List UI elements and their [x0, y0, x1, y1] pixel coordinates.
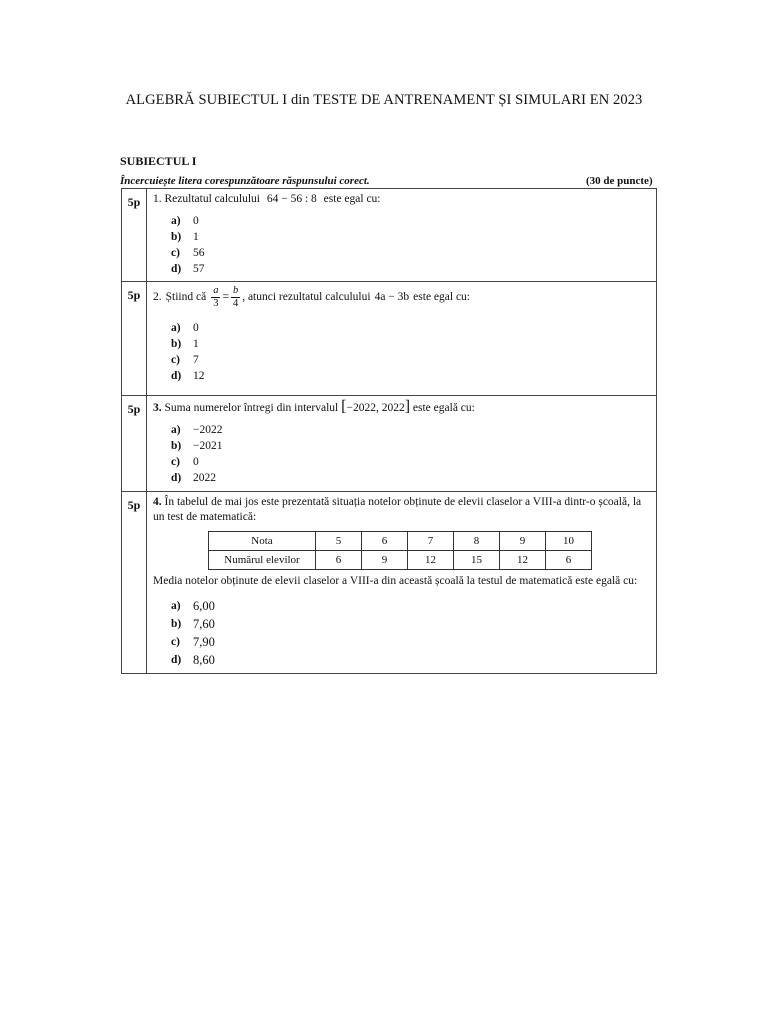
- question-number: 2.: [153, 291, 162, 303]
- fraction-denominator: 3: [213, 298, 219, 309]
- question-number: 1.: [153, 193, 162, 205]
- grades-cell: 9: [500, 532, 546, 551]
- question-points: 5p: [122, 282, 147, 396]
- option-c[interactable]: [171, 633, 651, 651]
- fraction-b-over-4: [231, 285, 240, 310]
- question-text-before: Știind că: [165, 291, 207, 303]
- option-label: c): [171, 456, 180, 468]
- option-value: 7,90: [193, 634, 215, 649]
- options-list: [171, 320, 651, 384]
- question-text: [153, 495, 651, 525]
- interval-value: −2022, 2022: [346, 402, 405, 414]
- option-value: 7: [193, 354, 199, 366]
- question-points: 5p: [122, 396, 147, 492]
- question-text-middle: , atunci rezultatul calculului: [242, 291, 371, 303]
- grades-cell: 7: [408, 532, 454, 551]
- question-text-before: Suma numerelor întregi din intervalul: [164, 402, 339, 414]
- option-a[interactable]: [171, 320, 651, 336]
- total-points: (30 de puncte): [586, 175, 653, 187]
- question-body: [147, 282, 657, 396]
- question-points: 5p: [122, 492, 147, 674]
- question-text-before: Rezultatul calculului: [164, 193, 260, 205]
- left-bracket: [: [341, 398, 347, 415]
- instruction-text: Încercuiește litera corespunzătoare răspunsului corect.: [120, 175, 370, 187]
- option-label: c): [171, 354, 180, 366]
- questions-table: [121, 188, 657, 674]
- option-d[interactable]: [171, 368, 651, 384]
- option-label: b): [171, 440, 182, 452]
- option-label: a): [171, 322, 181, 334]
- question-text-after: este egală cu:: [412, 402, 475, 414]
- option-value: 8,60: [193, 652, 215, 667]
- option-c[interactable]: [171, 454, 651, 470]
- grades-cell: 6: [316, 551, 362, 570]
- option-label: b): [171, 338, 182, 350]
- grades-cell: 9: [362, 551, 408, 570]
- option-b[interactable]: [171, 336, 651, 352]
- option-value: 7,60: [193, 616, 215, 631]
- question-text: [153, 399, 651, 416]
- option-label: c): [171, 247, 180, 259]
- option-d[interactable]: [171, 651, 651, 669]
- fraction-numerator: a: [213, 285, 219, 296]
- option-b[interactable]: [171, 615, 651, 633]
- grades-cell: 10: [546, 532, 592, 551]
- question-text-main: În tabelul de mai jos este prezentată situația notelor obținute de elevii claselor a VIII-a dintr-o școală, la un test de matematică:: [153, 496, 642, 523]
- option-d[interactable]: [171, 470, 651, 486]
- question-number: 4.: [153, 496, 162, 508]
- option-label: d): [171, 263, 182, 275]
- grades-row-students: [209, 551, 592, 570]
- option-a[interactable]: [171, 597, 651, 615]
- option-value: −2021: [193, 440, 223, 452]
- option-d[interactable]: [171, 261, 651, 277]
- grades-cell: 6: [362, 532, 408, 551]
- subject-heading: SUBIECTUL I: [120, 154, 197, 168]
- option-value: 12: [193, 370, 205, 382]
- question-text-after: este egal cu:: [413, 291, 471, 303]
- options-list: [171, 213, 651, 277]
- question-number: 3.: [153, 402, 162, 414]
- option-label: c): [171, 636, 180, 648]
- equals-sign: =: [222, 291, 229, 303]
- option-value: 1: [193, 231, 199, 243]
- option-a[interactable]: [171, 213, 651, 229]
- math-expression: 64 − 56 : 8: [266, 193, 317, 205]
- question-row-1: [122, 189, 657, 282]
- option-b[interactable]: [171, 438, 651, 454]
- question-body: [147, 492, 657, 674]
- grades-table: [208, 531, 592, 570]
- document-title: ALGEBRĂ SUBIECTUL I din TESTE DE ANTRENAMENT ȘI SIMULARI EN 2023: [125, 92, 643, 108]
- option-label: a): [171, 600, 181, 612]
- question-text: [153, 285, 651, 310]
- option-label: a): [171, 424, 181, 436]
- grades-cell: 12: [500, 551, 546, 570]
- question-body: [147, 189, 657, 282]
- options-list: [171, 422, 651, 486]
- right-bracket: ]: [404, 398, 411, 415]
- option-value: 56: [193, 247, 205, 259]
- option-label: d): [171, 370, 182, 382]
- grades-cell: 5: [316, 532, 362, 551]
- fraction-denominator: 4: [232, 298, 239, 309]
- option-value: 0: [193, 456, 199, 468]
- option-value: 57: [193, 263, 205, 275]
- option-value: 2022: [193, 472, 216, 484]
- option-value: −2022: [193, 424, 223, 436]
- options-list: [171, 597, 651, 669]
- question-row-2: [122, 282, 657, 396]
- math-expression: 4a − 3b: [374, 291, 410, 303]
- option-c[interactable]: [171, 352, 651, 368]
- grades-cell: 15: [454, 551, 500, 570]
- option-label: d): [171, 654, 182, 666]
- grades-cell: 8: [454, 532, 500, 551]
- option-label: b): [171, 231, 182, 243]
- fraction-numerator: b: [232, 285, 239, 296]
- question-text-secondary: Media notelor obținute de elevii claselor a VIII-a din această școală la testul de matematică este egală cu:: [153, 575, 638, 587]
- option-value: 6,00: [193, 598, 215, 613]
- option-label: d): [171, 472, 182, 484]
- option-value: 0: [193, 215, 199, 227]
- grades-row-nota: [209, 532, 592, 551]
- question-text-after: este egal cu:: [323, 193, 381, 205]
- option-c[interactable]: [171, 245, 651, 261]
- question-row-3: [122, 396, 657, 492]
- grades-row-header: Nota: [209, 532, 316, 551]
- question-points: 5p: [122, 189, 147, 282]
- question-body: [147, 396, 657, 492]
- question-row-4: [122, 492, 657, 674]
- option-value: 1: [193, 338, 199, 350]
- option-label: a): [171, 215, 181, 227]
- grades-row-header: Numărul elevilor: [209, 551, 316, 570]
- grades-cell: 12: [408, 551, 454, 570]
- grades-cell: 6: [546, 551, 592, 570]
- option-value: 0: [193, 322, 199, 334]
- fraction-a-over-3: [211, 285, 220, 310]
- option-a[interactable]: [171, 422, 651, 438]
- option-b[interactable]: [171, 229, 651, 245]
- question-text: [153, 192, 651, 207]
- option-label: b): [171, 618, 182, 630]
